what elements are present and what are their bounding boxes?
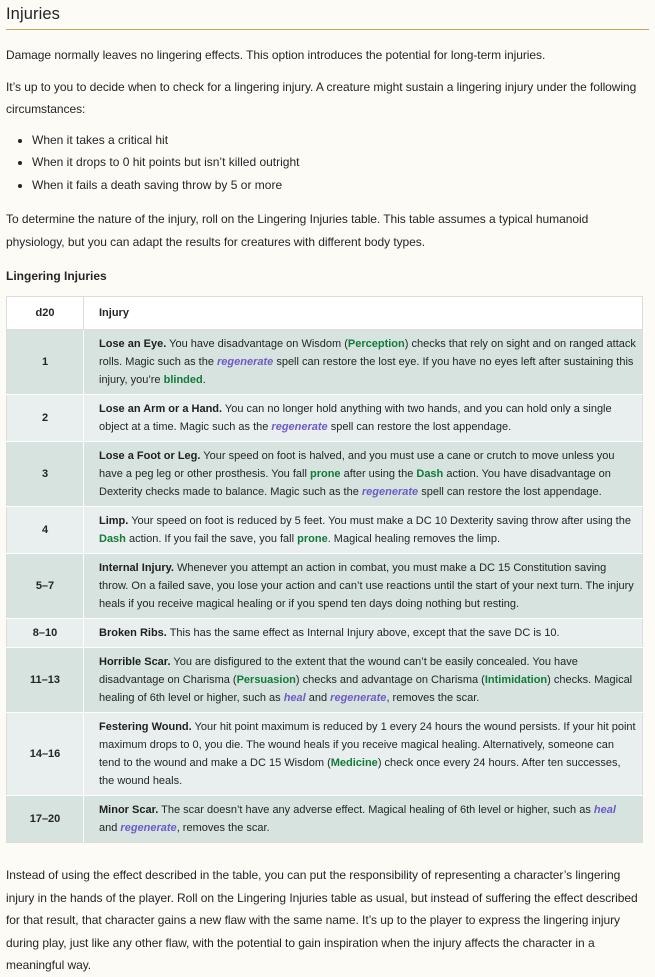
rule-link[interactable]: prone (297, 533, 328, 545)
column-header-roll: d20 (7, 297, 84, 330)
roll-cell: 1 (7, 330, 84, 395)
injury-text: action. If you fail the save, you fall (125, 533, 298, 545)
table-row (7, 713, 643, 796)
injury-text: after using the (340, 468, 417, 480)
injury-text: You are disfigured to the extent that the wound can’t be easily concealed. You have disadvantage on Charisma ( (99, 656, 578, 686)
injury-name: Minor Scar. (99, 804, 159, 816)
injury-text: ) checks. Magical healing of 6th level or higher, such as (99, 674, 633, 704)
list-item: • When it fails a death saving throw by 5 or more (32, 174, 649, 197)
table-title: Lingering Injuries (6, 269, 107, 283)
injury-text: . Magical healing removes the limp. (327, 533, 501, 545)
roll-cell: 11–13 (7, 648, 84, 713)
table-header-row (7, 297, 643, 330)
injury-cell (84, 713, 643, 796)
injury-cell (84, 796, 643, 843)
intro-paragraph-2: It’s up to you to decide when to check for a lingering injury. A creature might sustain a lingering injury under the following circumstances: (6, 79, 637, 116)
injury-text: . (202, 374, 206, 386)
lingering-injuries-table (6, 296, 643, 843)
injury-text: spell can restore the lost eye. If you have no eyes left after sustaining this injury, you’re (99, 356, 634, 386)
injury-name: Internal Injury. (99, 562, 174, 574)
roll-cell: 4 (7, 507, 84, 554)
roll-cell: 14–16 (7, 713, 84, 796)
list-item: • When it takes a critical hit (32, 129, 649, 152)
roll-cell: 17–20 (7, 796, 84, 843)
injury-text: ) check once every 24 hours. After ten successes, the wound heals. (99, 757, 621, 787)
rule-link[interactable]: Dash (416, 468, 444, 480)
rule-link[interactable]: prone (309, 468, 341, 480)
rule-link[interactable]: Dash (99, 533, 126, 545)
intro-paragraph-3: To determine the nature of the injury, roll on the Lingering Injuries table. This table assumes a typical humanoid physiology, but you can adapt the results for creatures with different body types. (6, 212, 589, 249)
injury-cell (84, 330, 643, 395)
injury-text: , removes the scar. (386, 692, 480, 704)
injury-name: Lose a Foot or Leg. (99, 450, 201, 462)
circumstance-list (6, 129, 649, 197)
injury-text: Your speed on foot is reduced by 5 feet. You must make a DC 10 Dexterity saving throw after using the (128, 515, 631, 527)
injury-name: Festering Wound. (99, 721, 192, 733)
spell-link[interactable]: regenerate (120, 822, 177, 834)
injury-cell (84, 507, 643, 554)
table-row (7, 330, 643, 395)
injury-name: Limp. (99, 515, 129, 527)
injury-text: Your speed on foot is halved, and you must use a cane or crutch to move unless you have a peg leg or other prosthesis. You fall (99, 450, 615, 480)
injury-name: Horrible Scar. (99, 656, 171, 668)
injury-cell (84, 395, 643, 442)
injury-text: , removes the scar. (176, 822, 270, 834)
injury-text: spell can restore the lost appendage. (327, 421, 512, 433)
column-header-injury: Injury (84, 297, 643, 330)
skill-link[interactable]: Medicine (330, 757, 378, 769)
injury-cell (84, 619, 643, 648)
table-row (7, 796, 643, 843)
injury-text: You have disadvantage on Wisdom ( (166, 338, 348, 350)
injury-name: Broken Ribs. (99, 627, 167, 639)
injury-name: Lose an Eye. (99, 338, 167, 350)
rule-link[interactable]: blinded (163, 374, 203, 386)
roll-cell: 5–7 (7, 554, 84, 619)
skill-link[interactable]: Perception (347, 338, 405, 350)
spell-link[interactable]: regenerate (271, 421, 328, 433)
table-row (7, 619, 643, 648)
injury-text: action. You have disadvantage on Dexterity checks made to balance. Magic such as the (99, 468, 611, 498)
injury-text: You can no longer hold anything with two hands, and you can hold only a single object at a time. Magic such as the (99, 403, 612, 433)
page-title: Injuries (6, 0, 649, 30)
spell-link[interactable]: heal (593, 804, 616, 816)
injury-name: Lose an Arm or a Hand. (99, 403, 223, 415)
table-row (7, 554, 643, 619)
intro-paragraph-1: Damage normally leaves no lingering effects. This option introduces the potential for long-term injuries. (6, 48, 546, 62)
spell-link[interactable]: regenerate (217, 356, 274, 368)
injury-cell (84, 648, 643, 713)
spell-link[interactable]: regenerate (330, 692, 387, 704)
spell-link[interactable]: regenerate (361, 486, 419, 498)
injury-text: ) checks and advantage on Charisma ( (295, 674, 485, 686)
skill-link[interactable]: Intimidation (484, 674, 548, 686)
table-row (7, 507, 643, 554)
spell-link[interactable]: heal (283, 692, 306, 704)
injury-text: ) checks that rely on sight and on ranged attack rolls. Magic such as the (99, 338, 636, 368)
injury-text: Whenever you attempt an action in combat, you must make a DC 15 Constitution saving throw. On a failed save, you lose your action and can’t use reactions until the start of your next turn. The injury heals if you receive magical healing or if you spend ten days doing nothing but resting. (99, 562, 634, 610)
injury-cell (84, 442, 643, 507)
injury-text: Your hit point maximum is reduced by 1 every 24 hours the wound persists. If your hit point maximum drops to 0, you die. The wound heals if you receive magical healing. Alternatively, someone can tend to the wound and make a DC 15 Wisdom ( (99, 721, 636, 769)
roll-cell: 2 (7, 395, 84, 442)
skill-link[interactable]: Persuasion (236, 674, 296, 686)
table-row (7, 648, 643, 713)
injury-text: and (305, 692, 331, 704)
outro-paragraph: Instead of using the effect described in the table, you can put the responsibility of representing a character’s lingering injury in the hands of the player. Roll on the Lingering Injuries table as usual, but instead of suffering the effect described for that result, that character gains a new flaw with the same name. It’s up to the player to express the lingering injury during play, just like any other flaw, with the potential to gain inspiration when the injury affects the character in a meaningful way. (6, 868, 638, 973)
table-row (7, 395, 643, 442)
roll-cell: 3 (7, 442, 84, 507)
list-item: • When it drops to 0 hit points but isn’t killed outright (32, 151, 649, 174)
injury-text: spell can restore the lost appendage. (418, 486, 602, 498)
table-row (7, 442, 643, 507)
injury-text: This has the same effect as Internal Injury above, except that the save DC is 10. (166, 627, 560, 639)
injury-text: The scar doesn’t have any adverse effect. Magical healing of 6th level or higher, such as (158, 804, 594, 816)
injury-text: and (99, 822, 121, 834)
injury-cell (84, 554, 643, 619)
roll-cell: 8–10 (7, 619, 84, 648)
